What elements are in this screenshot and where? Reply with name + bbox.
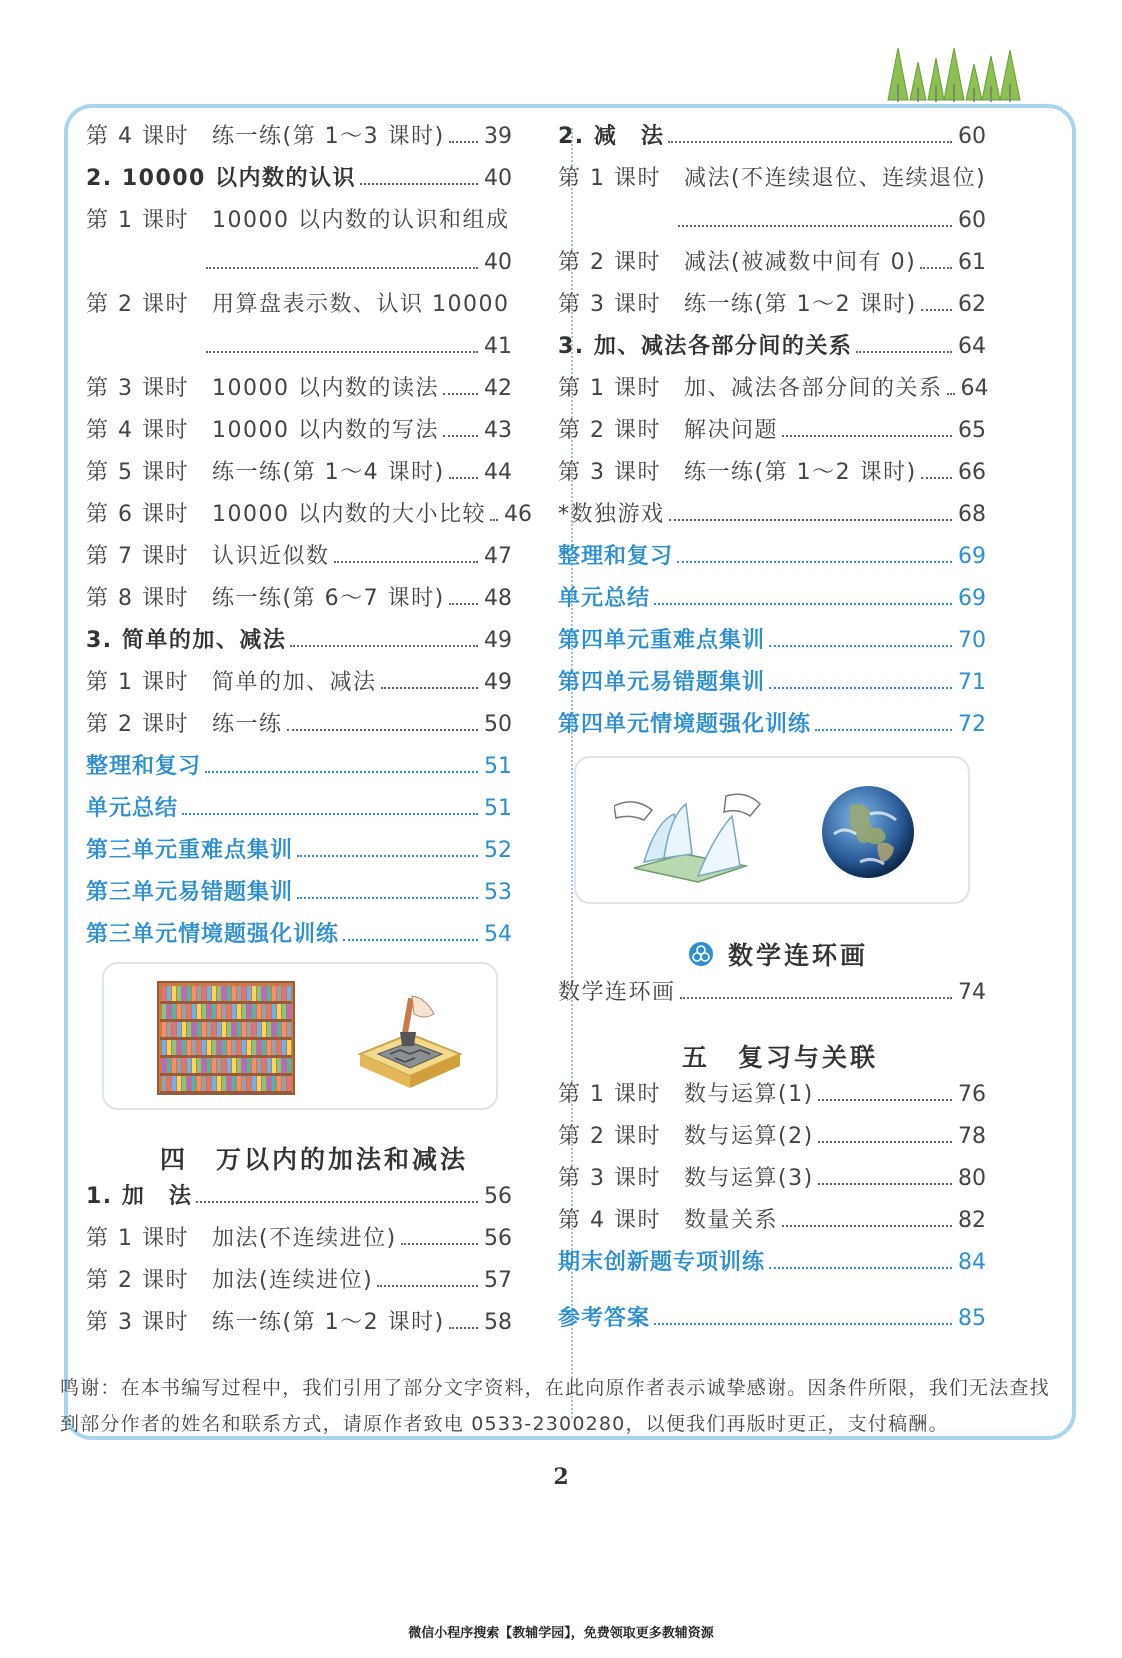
entry-title: 练一练(第 1～2 课时) (684, 460, 917, 485)
unit-4-heading: 四 万以内的加法和减法 (160, 1145, 469, 1174)
entry-title: 10000 以内数的读法 (212, 376, 439, 401)
page-ref: 68 (958, 502, 986, 527)
lesson-number: 第 6 课时 (86, 502, 189, 527)
lesson-number: 第 2 课时 (86, 292, 189, 317)
tree-icon (880, 44, 1025, 102)
leader-dots (196, 1201, 478, 1203)
lesson-number: 第 1 课时 (86, 208, 189, 233)
leader-dots (677, 561, 952, 563)
toc-entry[interactable] (86, 122, 512, 152)
leader-dots (449, 603, 478, 605)
lesson-number: 第 4 课时 (86, 124, 189, 149)
toc-entry[interactable] (86, 668, 512, 698)
leader-dots (182, 813, 478, 815)
entry-title: 第三单元重难点集训 (86, 838, 294, 863)
entry-title: 3. 简单的加、减法 (86, 628, 287, 653)
page-ref: 50 (484, 712, 512, 737)
lesson-number: 第 4 课时 (86, 418, 189, 443)
entry-title: 第四单元情境题强化训练 (558, 712, 812, 737)
entry-title: 10000 以内数的大小比较 (212, 502, 486, 527)
toc-feature-entry[interactable] (558, 1304, 986, 1334)
entry-title: 2. 减 法 (558, 124, 665, 149)
page-ref: 46 (503, 502, 532, 527)
toc-feature-entry[interactable] (86, 752, 512, 782)
page-ref: 65 (958, 418, 986, 443)
entry-title: 用算盘表示数、认识 10000 (212, 292, 510, 317)
toc-feature-entry[interactable] (558, 626, 986, 656)
page-ref: 51 (484, 754, 512, 779)
lesson-number: 第 1 课时 (558, 166, 661, 191)
lesson-number: 第 3 课时 (86, 1310, 189, 1335)
bookshelf-illustration (156, 980, 296, 1096)
lesson-number: 第 7 课时 (86, 544, 189, 569)
entry-title: 第三单元易错题集训 (86, 880, 294, 905)
lesson-number: 第 2 课时 (558, 250, 661, 275)
entry-title: 10000 以内数的写法 (212, 418, 439, 443)
page-ref: 60 (958, 208, 986, 233)
entry-title: 数学连环画 (558, 980, 676, 1005)
footer-note: 微信小程序搜索【教辅学园】，免费领取更多教辅资源 (408, 1626, 714, 1641)
comic-circle-icon (688, 941, 714, 967)
leader-dots (818, 1099, 952, 1101)
toc-entry[interactable] (86, 1308, 512, 1338)
comic-heading: 数学连环画 (728, 941, 869, 970)
toc-entry[interactable] (558, 374, 989, 404)
leader-dots (401, 1243, 478, 1245)
page-ref: 57 (484, 1268, 512, 1293)
entry-title: 加法(不连续进位) (212, 1226, 397, 1251)
leader-dots (287, 729, 478, 731)
earth-illustration (820, 784, 916, 880)
leader-dots (920, 267, 952, 269)
toc-feature-entry[interactable] (558, 542, 986, 572)
toc-entry[interactable] (86, 500, 532, 530)
entry-title: 整理和复习 (558, 544, 674, 569)
entry-title: 数与运算(2) (684, 1124, 814, 1149)
toc-section-entry[interactable] (86, 164, 512, 194)
toc-entry[interactable] (86, 458, 512, 488)
page-ref: 64 (960, 376, 989, 401)
page-ref: 49 (484, 628, 512, 653)
page-ref: 64 (958, 334, 986, 359)
page-ref: 72 (958, 712, 986, 737)
page-ref: 42 (484, 376, 512, 401)
leader-dots (654, 1323, 952, 1325)
leader-dots (443, 435, 478, 437)
leader-dots (449, 477, 478, 479)
acknowledgement-text: 鸣谢：在本书编写过程中，我们引用了部分文字资料，在此向原作者表示诚挚感谢。因条件所限，我们无法查找到部分作者的姓名和联系方式，请原作者致电 0533-2300280，以便我们再版时更正，支付稿酬。 (60, 1377, 1050, 1435)
leader-dots (290, 645, 478, 647)
entry-title: 练一练(第 1～4 课时) (212, 460, 445, 485)
leader-dots (360, 183, 478, 185)
entry-title: 参考答案 (558, 1306, 651, 1331)
page-ref: 70 (958, 628, 986, 653)
entry-title: 整理和复习 (86, 754, 202, 779)
lesson-number: 第 2 课时 (86, 1268, 189, 1293)
leader-dots (769, 1267, 952, 1269)
entry-title: 加法(连续进位) (212, 1268, 374, 1293)
entry-title: 加、减法各部分间的关系 (684, 376, 943, 401)
flipping-book-illustration (614, 786, 764, 886)
toc-entry[interactable] (558, 500, 986, 530)
page-ref: 74 (958, 980, 986, 1005)
leader-dots (654, 603, 952, 605)
leader-dots (297, 855, 478, 857)
leader-dots (343, 939, 478, 941)
toc-entry-continuation (678, 206, 986, 236)
entry-title: 2. 10000 以内数的认识 (86, 166, 357, 191)
lesson-number: 第 3 课时 (86, 376, 189, 401)
entry-title: 10000 以内数的认识和组成 (212, 208, 510, 233)
page-ref: 60 (958, 124, 986, 149)
brush-fossil-illustration (350, 992, 470, 1092)
toc-feature-entry[interactable] (86, 836, 512, 866)
leader-dots (769, 687, 952, 689)
toc-entry[interactable] (86, 1266, 512, 1296)
entry-title: 1. 加 法 (86, 1184, 193, 1209)
page-ref: 69 (958, 586, 986, 611)
entry-title: 数量关系 (684, 1208, 779, 1233)
entry-title: 减法(被减数中间有 0) (684, 250, 917, 275)
lesson-number: 第 1 课时 (86, 670, 189, 695)
lesson-number: 第 3 课时 (558, 460, 661, 485)
toc-entry[interactable] (86, 1224, 512, 1254)
leader-dots (669, 519, 952, 521)
toc-entry[interactable] (86, 206, 512, 236)
entry-title: *数独游戏 (558, 502, 665, 527)
entry-title: 练一练(第 1～2 课时) (212, 1310, 445, 1335)
right-illustration-box (574, 756, 970, 904)
entry-title: 单元总结 (86, 796, 179, 821)
leader-dots (921, 477, 952, 479)
page-ref: 54 (484, 922, 512, 947)
toc-section-entry[interactable] (86, 626, 512, 656)
leader-dots (769, 645, 952, 647)
entry-title: 3. 加、减法各部分间的关系 (558, 334, 853, 359)
page-ref: 66 (958, 460, 986, 485)
page-ref: 53 (484, 880, 512, 905)
lesson-number: 第 1 课时 (558, 1082, 661, 1107)
leader-dots (782, 435, 952, 437)
page-ref: 76 (958, 1082, 986, 1107)
toc-entry-continuation (206, 332, 512, 362)
leader-dots (947, 393, 955, 395)
toc-entry[interactable] (86, 542, 512, 572)
page-number: 2 (553, 1464, 569, 1490)
page-ref: 52 (484, 838, 512, 863)
leader-dots (206, 351, 478, 353)
lesson-number: 第 2 课时 (86, 712, 189, 737)
toc-section-entry[interactable] (558, 332, 986, 362)
page-ref: 47 (484, 544, 512, 569)
leader-dots (449, 141, 478, 143)
toc-entry[interactable] (86, 374, 512, 404)
page-ref: 69 (958, 544, 986, 569)
lesson-number: 第 2 课时 (558, 418, 661, 443)
leader-dots (668, 141, 952, 143)
leader-dots (818, 1141, 952, 1143)
lesson-number: 第 3 课时 (558, 1166, 661, 1191)
toc-entry[interactable] (558, 1122, 986, 1152)
leader-dots (449, 1327, 478, 1329)
page-ref: 82 (958, 1208, 986, 1233)
page-ref: 80 (958, 1166, 986, 1191)
entry-title: 认识近似数 (212, 544, 330, 569)
page-ref: 56 (484, 1184, 512, 1209)
lesson-number: 第 3 课时 (558, 292, 661, 317)
page-ref: 85 (958, 1306, 986, 1331)
toc-entry[interactable] (558, 1206, 986, 1236)
entry-title: 练一练(第 6～7 课时) (212, 586, 445, 611)
leader-dots (377, 1285, 478, 1287)
entry-title: 期末创新题专项训练 (558, 1250, 766, 1275)
page-ref: 56 (484, 1226, 512, 1251)
page-ref: 78 (958, 1124, 986, 1149)
entry-title: 简单的加、减法 (212, 670, 377, 695)
page-ref: 39 (484, 124, 512, 149)
comic-heading-row (688, 936, 868, 972)
page-ref: 71 (958, 670, 986, 695)
toc-section-entry[interactable] (86, 1182, 512, 1212)
page-ref: 62 (958, 292, 986, 317)
toc-entry[interactable] (558, 1164, 986, 1194)
lesson-number: 第 1 课时 (86, 1226, 189, 1251)
toc-entry[interactable] (558, 248, 986, 278)
toc-entry-continuation (206, 248, 512, 278)
toc-feature-entry[interactable] (86, 794, 512, 824)
leader-dots (297, 897, 478, 899)
toc-entry[interactable] (86, 290, 512, 320)
leader-dots (678, 225, 952, 227)
page-ref: 48 (484, 586, 512, 611)
toc-feature-entry[interactable] (558, 710, 986, 740)
toc-feature-entry[interactable] (86, 920, 512, 950)
entry-title: 第四单元易错题集训 (558, 670, 766, 695)
toc-entry[interactable] (558, 1080, 986, 1110)
page-ref: 40 (484, 166, 512, 191)
entry-title: 第四单元重难点集训 (558, 628, 766, 653)
entry-title: 数与运算(1) (684, 1082, 814, 1107)
entry-title: 练一练(第 1～3 课时) (212, 124, 445, 149)
left-illustration-box (102, 962, 498, 1110)
page-ref: 44 (484, 460, 512, 485)
page-ref: 84 (958, 1250, 986, 1275)
toc-entry[interactable] (86, 584, 512, 614)
entry-title: 解决问题 (684, 418, 779, 443)
unit-5-heading: 五 复习与关联 (682, 1043, 879, 1072)
leader-dots (443, 393, 478, 395)
toc-entry[interactable] (86, 416, 512, 446)
page-ref: 58 (484, 1310, 512, 1335)
lesson-number: 第 5 课时 (86, 460, 189, 485)
page-ref: 49 (484, 670, 512, 695)
toc-entry[interactable] (558, 978, 986, 1008)
entry-title: 减法(不连续退位、连续退位) (684, 166, 987, 191)
lesson-number: 第 1 课时 (558, 376, 661, 401)
toc-feature-entry[interactable] (558, 668, 986, 698)
leader-dots (921, 309, 952, 311)
toc-feature-entry[interactable] (558, 584, 986, 614)
entry-title: 练一练 (212, 712, 283, 737)
page-ref: 61 (958, 250, 986, 275)
toc-entry[interactable] (558, 290, 986, 320)
entry-title: 数与运算(3) (684, 1166, 814, 1191)
leader-dots (856, 351, 952, 353)
toc-entry[interactable] (86, 710, 512, 740)
toc-entry[interactable] (558, 164, 986, 194)
toc-entry[interactable] (558, 458, 986, 488)
lesson-number: 第 8 课时 (86, 586, 189, 611)
lesson-number: 第 4 课时 (558, 1208, 661, 1233)
leader-dots (205, 771, 478, 773)
leader-dots (818, 1183, 952, 1185)
toc-entry[interactable] (558, 416, 986, 446)
entry-title: 练一练(第 1～2 课时) (684, 292, 917, 317)
leader-dots (782, 1225, 952, 1227)
entry-title: 单元总结 (558, 586, 651, 611)
page-ref: 40 (484, 250, 512, 275)
page-ref: 43 (484, 418, 512, 443)
leader-dots (381, 687, 478, 689)
page-ref: 51 (484, 796, 512, 821)
leader-dots (680, 997, 952, 999)
leader-dots (815, 729, 952, 731)
leader-dots (206, 267, 478, 269)
lesson-number: 第 2 课时 (558, 1124, 661, 1149)
toc-section-entry[interactable] (558, 122, 986, 152)
page-ref: 41 (484, 334, 512, 359)
toc-feature-entry[interactable] (86, 878, 512, 908)
leader-dots (334, 561, 478, 563)
entry-title: 第三单元情境题强化训练 (86, 922, 340, 947)
leader-dots (490, 519, 498, 521)
toc-feature-entry[interactable] (558, 1248, 986, 1278)
